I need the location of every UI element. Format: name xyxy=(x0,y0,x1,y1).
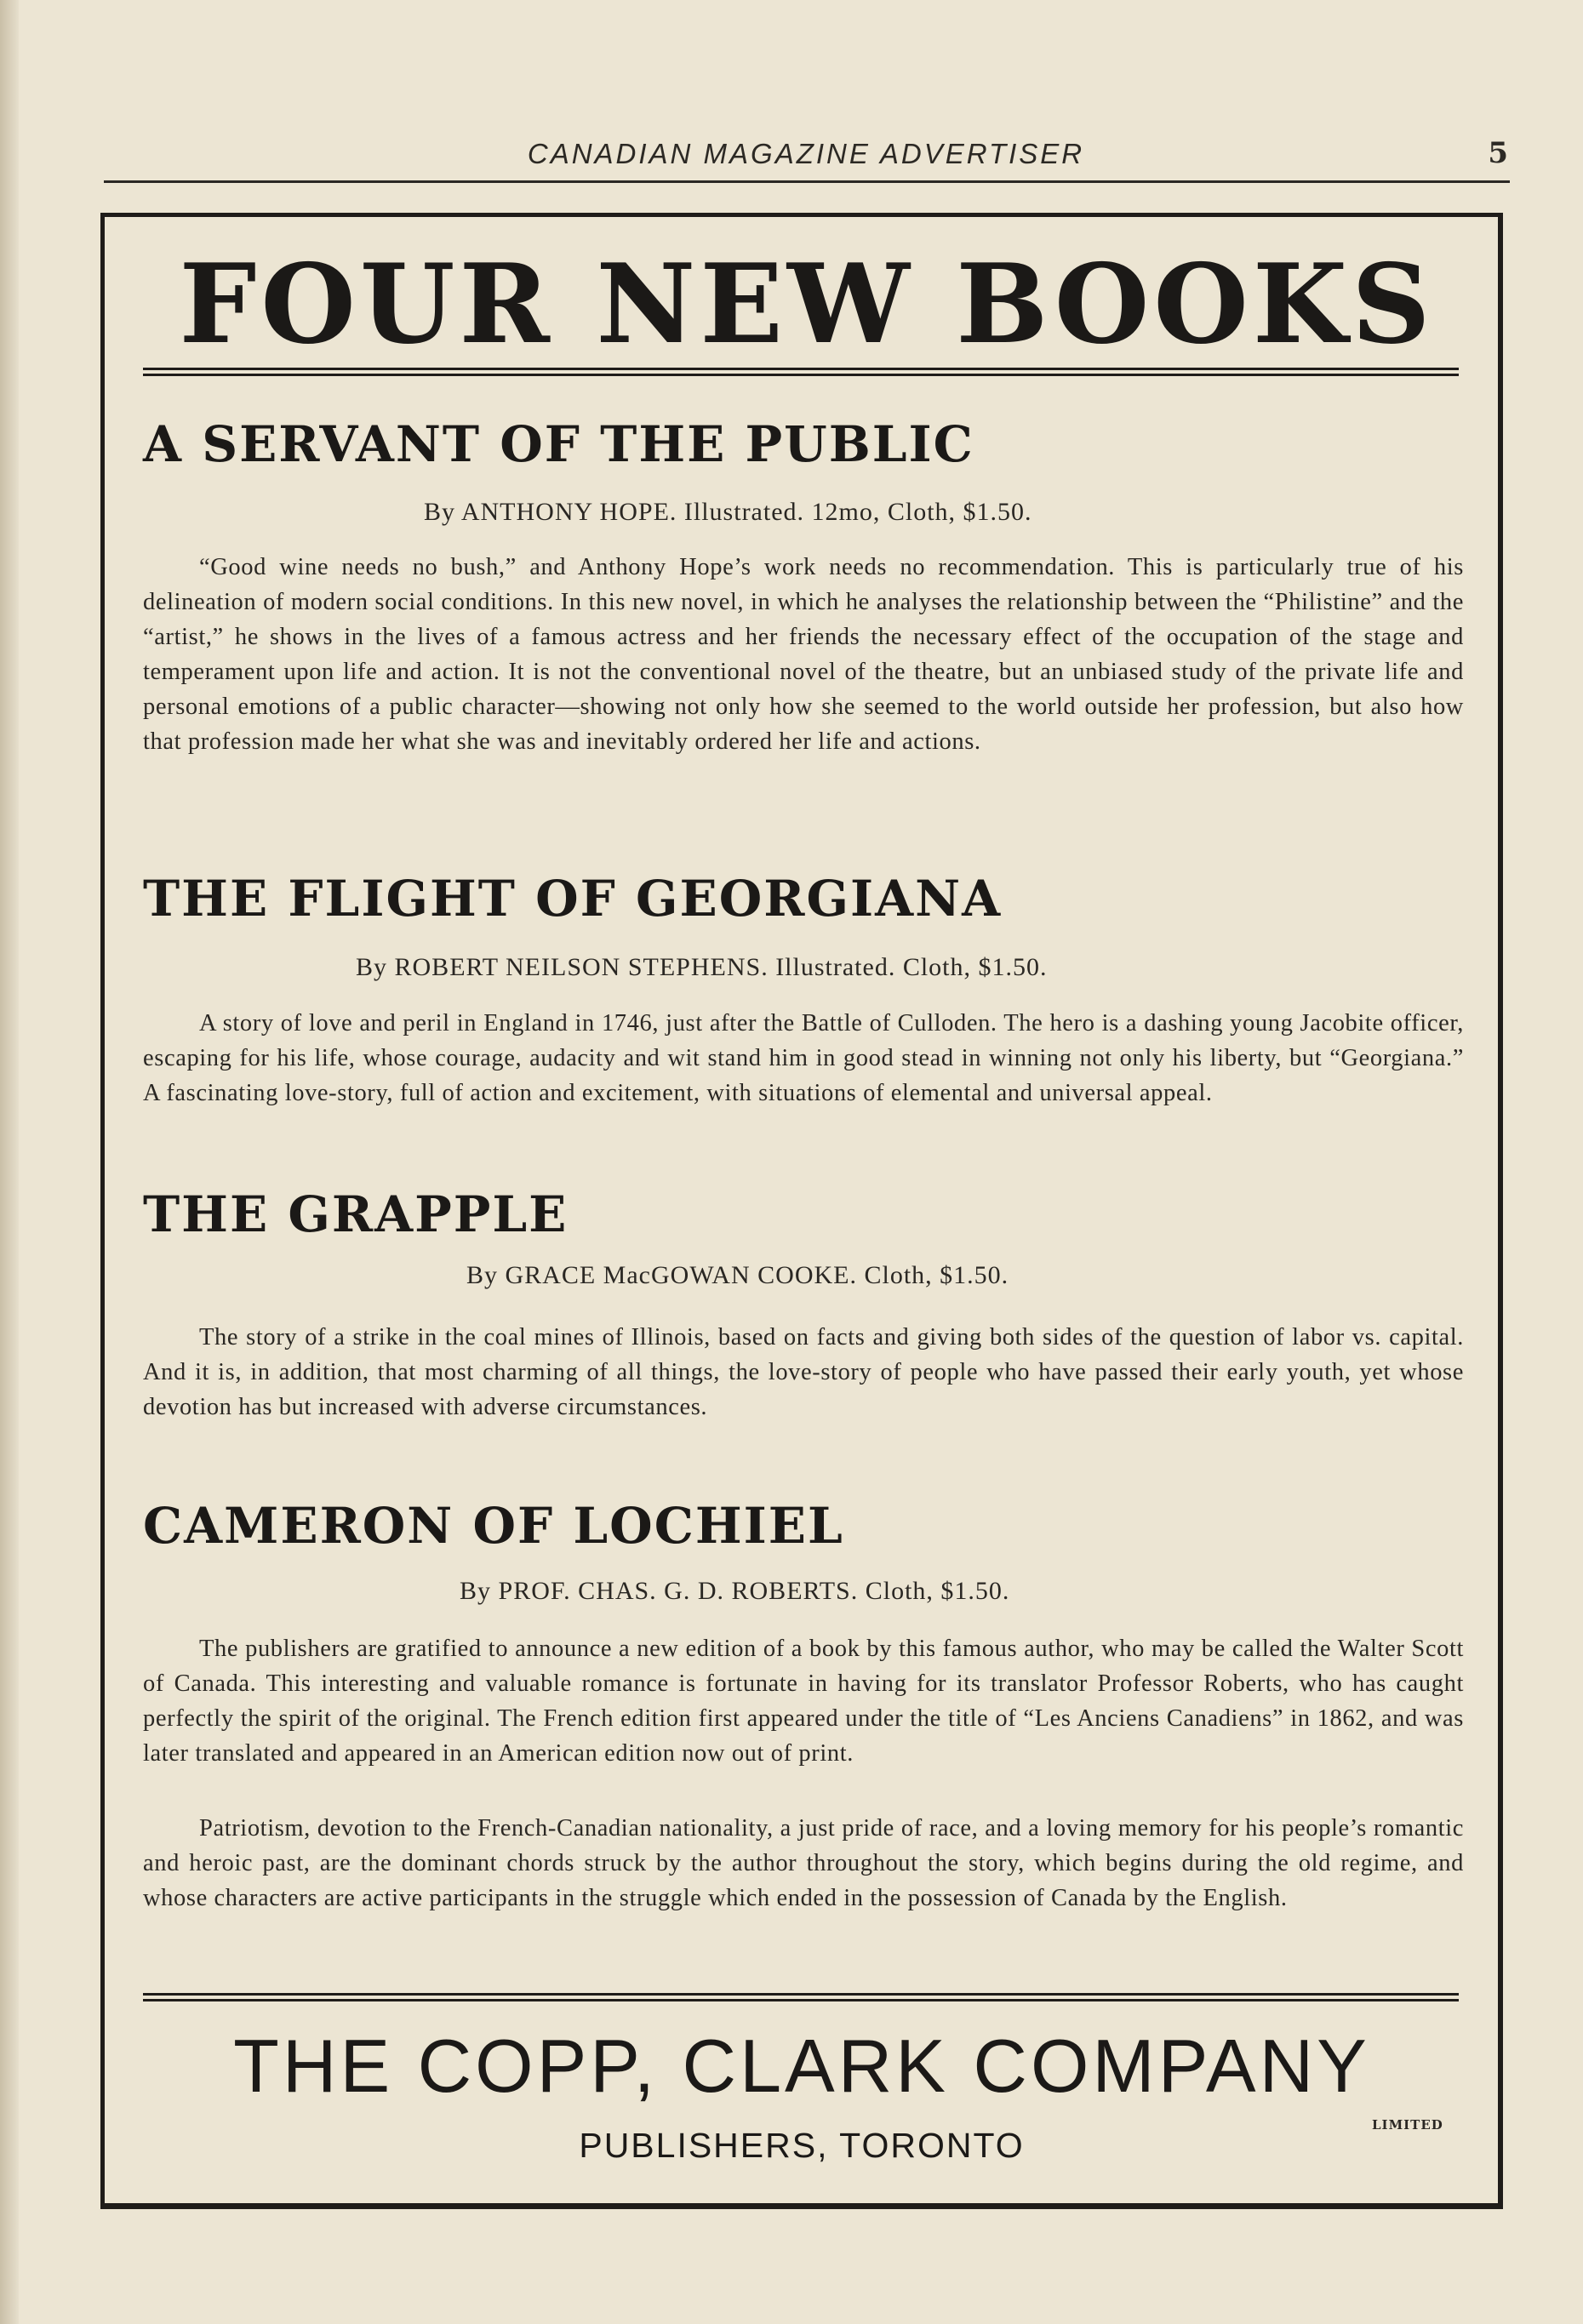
book-title-flight-of-georgiana: THE FLIGHT OF GEORGIANA xyxy=(143,870,1003,928)
running-head-title: CANADIAN MAGAZINE ADVERTISER xyxy=(527,138,1085,169)
description-cameron-of-lochiel-2: Patriotism, devotion to the French-Canadian nationality, a just pride of race, and a loving memory for his people’s romantic and heroic past, are the dominant chords struck by the author throughout the story, which begins during the old regime, and whose characters are active participants in the struggle which ended in the possession of Canada by the English. xyxy=(143,1815,1464,1911)
running-head xyxy=(104,134,1508,182)
book-title-the-grapple: THE GRAPPLE xyxy=(143,1185,569,1243)
publishers-location: PUBLISHERS, TORONTO xyxy=(579,2126,1025,2165)
description-servant-of-the-public: “Good wine needs no bush,” and Anthony Hope’s work needs no recommendation. This is particularly true of his delineation of modern social conditions. In this new novel, in which he analyses the relationship between the “Philistine” and the “artist,” he shows in the lives of a famous actress and her friends the necessary effect of the occupation of the stage and temperament upon life and action. It is not the conventional novel of the theatre, but an unbiased study of the private life and personal emotions of a public character—showing not only how she seemed to the world outside her profession, but also how that profession made her what she was and inevitably ordered her life and actions. xyxy=(143,554,1464,755)
running-head-rule xyxy=(104,180,1510,183)
description-flight-of-georgiana: A story of love and peril in England in 1746, just after the Battle of Culloden. The hero is a dashing young Jacobite officer, escaping for his life, whose courage, audacity and wit stand him in good stead in winning not only his liberty, but “Georgiana.” A fascinating love-story, full of action and excitement, with situations of elemental and universal appeal. xyxy=(143,1010,1464,1106)
page-edge xyxy=(0,0,19,2324)
footer-rule xyxy=(143,1993,1459,2001)
page-number: 5 xyxy=(1488,136,1508,170)
byline-the-grapple: By GRACE MacGOWAN COOKE. Cloth, $1.50. xyxy=(466,1261,1009,1289)
byline-flight-of-georgiana: By ROBERT NEILSON STEPHENS. Illustrated. Cloth, $1.50. xyxy=(356,953,1048,981)
company-name: THE COPP, CLARK COMPANY xyxy=(233,2024,1370,2108)
book-title-servant-of-the-public: A SERVANT OF THE PUBLIC xyxy=(143,415,974,473)
heading-rule xyxy=(143,368,1459,376)
book-title-cameron-of-lochiel: CAMERON OF LOCHIEL xyxy=(143,1497,844,1555)
byline-cameron-of-lochiel: By PROF. CHAS. G. D. ROBERTS. Cloth, $1.50. xyxy=(460,1577,1010,1605)
byline-servant-of-the-public: By ANTHONY HOPE. Illustrated. 12mo, Cloth, $1.50. xyxy=(424,498,1032,526)
description-cameron-of-lochiel-1: The publishers are gratified to announce a new edition of a book by this famous author, who may be called the Walter Scott of Canada. This interesting and valuable romance is fortunate in having for its translator Professor Roberts, who has caught perfectly the spirit of the original. The French edition first appeared under the title of “Les Anciens Canadiens” in 1862, and was later translated and appeared in an American edition now out of print. xyxy=(143,1636,1464,1767)
company-limited: LIMITED xyxy=(1372,2117,1443,2133)
description-the-grapple: The story of a strike in the coal mines of Illinois, based on facts and giving both sides of the question of labor vs. capital. And it is, in addition, that most charming of all things, the love-story of people who have passed their early youth, yet whose devotion has but increased with adverse circumstances. xyxy=(143,1324,1464,1420)
main-heading: FOUR NEW BOOKS xyxy=(179,241,1435,368)
